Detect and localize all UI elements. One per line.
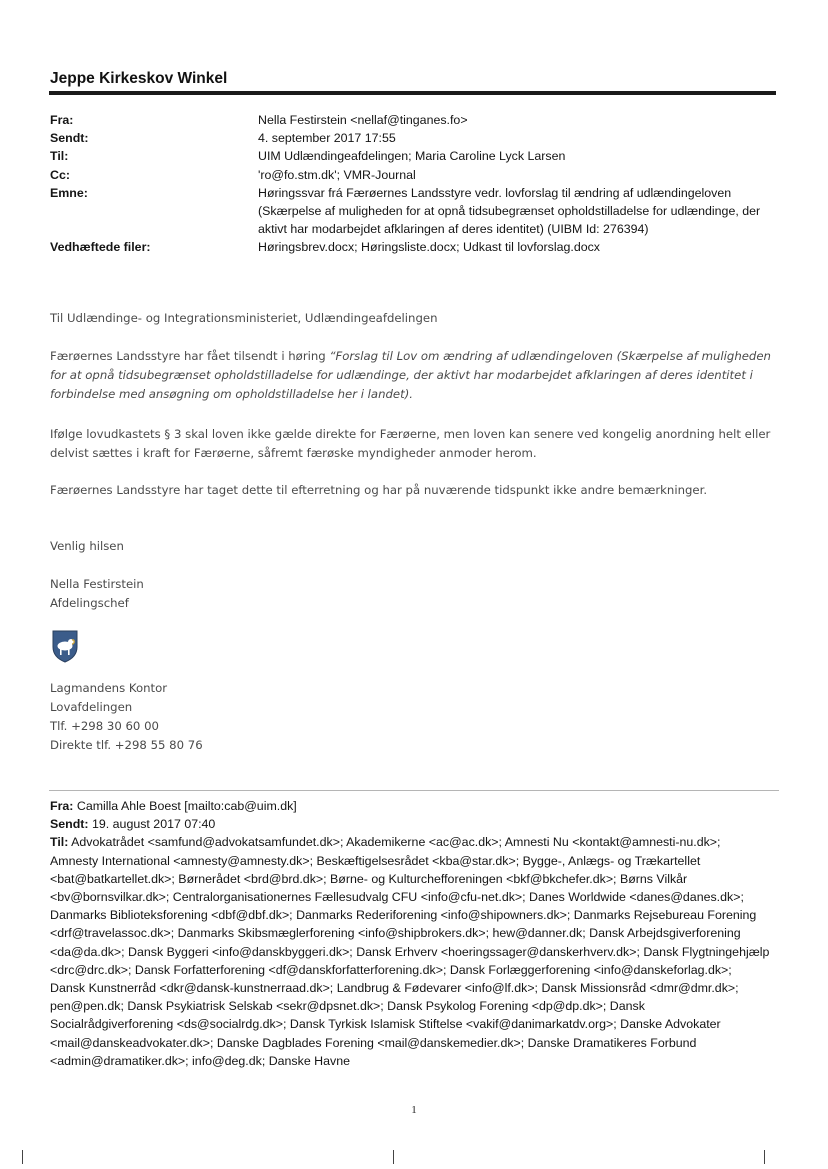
phone: Tlf. +298 30 60 00 bbox=[50, 719, 159, 733]
signature-title: Afdelingschef bbox=[50, 596, 129, 610]
signature-name: Nella Festirstein bbox=[50, 577, 144, 591]
faroese-ram-crest-icon bbox=[51, 629, 79, 663]
mailbox-owner-name: Jeppe Kirkeskov Winkel bbox=[50, 70, 228, 87]
scan-edge-mark bbox=[393, 1150, 394, 1164]
header-row-cc bbox=[50, 166, 770, 184]
office-contact bbox=[50, 679, 203, 755]
paragraph-section-3: Ifølge lovudkastets § 3 skal loven ikke gælde direkte for Færøerne, men loven kan senere ved kongelig anordning helt eller delvist sættes i kraft for Færøerne, såfremt færøske myndigheder anmoder herom. bbox=[50, 427, 771, 460]
forward-from-value: Camilla Ahle Boest [mailto:cab@uim.dk] bbox=[76, 799, 297, 813]
title-divider bbox=[49, 91, 776, 95]
salutation: Til Udlændinge- og Integrationsministeriet, Udlændingeafdelingen bbox=[50, 311, 438, 325]
forward-sent-line bbox=[50, 815, 770, 833]
header-row-attachments bbox=[50, 238, 770, 256]
paragraph-hearing-intro: Færøernes Landsstyre har fået tilsendt i høring bbox=[50, 349, 330, 363]
scan-edge-mark bbox=[22, 1150, 23, 1164]
paragraph-no-remarks: Færøernes Landsstyre har taget dette til efterretning og har på nuværende tidspunkt ikke andre bemærkninger. bbox=[50, 483, 708, 497]
attachments-value: Høringsbrev.docx; Høringsliste.docx; Udkast til lovforslag.docx bbox=[258, 240, 601, 255]
closing: Venlig hilsen bbox=[50, 539, 124, 553]
header-row-subject bbox=[50, 184, 770, 239]
forwarded-message-header bbox=[50, 797, 770, 1070]
from-label: Fra: bbox=[50, 113, 74, 127]
scan-edge-mark bbox=[764, 1150, 765, 1164]
forward-to-line bbox=[50, 833, 770, 1070]
bill-title: “Forslag til Lov om ændring af udlændingeloven (Skærpelse af muligheden for at opnå tidsubegrænset opholdstilladelse for udlændinge, der aktivt har modarbejdet afklaringen af deres identitet i forbindelse med ansøgning om opholdstilladelse her i landet). bbox=[50, 349, 771, 401]
forward-divider bbox=[49, 790, 779, 791]
forward-recipients: Advokatrådet <samfund@advokatsamfundet.dk>; Akademikerne <ac@ac.dk>; Amnesti Nu <kontakt@amnesti-nu.dk>; Amnesty International <amnesty@amnesty.dk>; Beskæftigelsesrådet <kba@star.dk>; Bygge-, Anlægs- og Trækartellet <bat@batkartellet.dk>; Børnerådet <brd@brd.dk>; Børne- og Kulturchefforeningen <bkf@bkchefer.dk>; Børns Vilkår <bv@bornsvilkar.dk>; Centralorganisationernes Fællesudvalg CFU <info@cfu-net.dk>; Danes Worldwide <danes@danes.dk>; Danmarks Biblioteksforening <dbf@dbf.dk>; Danmarks Rederiforening <info@shipowners.dk>; Danmarks Rejsebureau Forening <drf@travelassoc.dk>; Danmarks Skibsmæglerforening <info@shipbrokers.dk>; hew@danner.dk; Dansk Arbejdsgiverforening <da@da.dk>; Dansk Byggeri <info@danskbyggeri.dk>; Dansk Erhverv <hoeringssager@danskerhverv.dk>; Dansk Flygtningehjælp <drc@drc.dk>; Dansk Forfatterforening <df@danskforfatterforening.dk>; Dansk Forlæggerforening <info@danskeforlag.dk>; Dansk Kunstnerråd <dkr@dansk-kunstnerraad.dk>; Landbrug & Fødevarer <info@lf.dk>; Dansk Missionsråd <dmr@dmr.dk>; pen@pen.dk; Dansk Psykiatrisk Selskab <sekr@dpsnet.dk>; Dansk Psykolog Forening <dp@dp.dk>; Dansk Socialrådgiverforening <ds@socialrdg.dk>; Dansk Tyrkisk Islamisk Stiftelse <vakif@danimarkatdv.org>; Danske Advokater <mail@danskeadvokater.dk>; Danske Dagblades Forening <mail@danskemedier.dk>; Danske Dramatikeres Forbund <admin@dramatiker.dk>; info@deg.dk; Danske Havne bbox=[50, 835, 770, 1068]
subject-value: Høringssvar frá Færøernes Landsstyre vedr. lovforslag til ændring af udlændingeloven (Skærpelse af muligheden for at opnå tidsubegrænset opholdstilladelse for udlændinge, der aktivt har modarbejdet afklaringen af deres identitet) (UIBM Id: 276394) bbox=[258, 185, 761, 237]
paragraph-hearing bbox=[50, 347, 780, 404]
forward-sent-label: Sendt: bbox=[50, 817, 89, 832]
header-row-sent bbox=[50, 129, 770, 147]
forward-from-line bbox=[50, 797, 770, 815]
office-name: Lagmandens Kontor bbox=[50, 681, 168, 695]
forward-sent-value: 19. august 2017 07:40 bbox=[92, 817, 216, 832]
cc-label: Cc: bbox=[50, 167, 70, 182]
from-value: Nella Festirstein <nellaf@tinganes.fo> bbox=[258, 113, 468, 127]
signature bbox=[50, 575, 144, 613]
page-number: 1 bbox=[411, 1104, 417, 1116]
to-label: Til: bbox=[50, 149, 69, 164]
direct-phone: Direkte tlf. +298 55 80 76 bbox=[50, 738, 203, 752]
forward-from-label: Fra: bbox=[50, 799, 74, 813]
sent-value: 4. september 2017 17:55 bbox=[258, 131, 396, 146]
header-row-to bbox=[50, 147, 770, 165]
header-row-from bbox=[50, 111, 770, 129]
forward-to-label: Til: bbox=[50, 835, 69, 850]
email-header-block bbox=[50, 111, 770, 257]
to-value: UIM Udlændingeafdelingen; Maria Caroline Lyck Larsen bbox=[258, 149, 566, 164]
attachments-label: Vedhæftede filer: bbox=[50, 240, 151, 255]
department-name: Lovafdelingen bbox=[50, 700, 133, 714]
sent-label: Sendt: bbox=[50, 131, 89, 146]
cc-value: 'ro@fo.stm.dk'; VMR-Journal bbox=[258, 167, 416, 182]
subject-label: Emne: bbox=[50, 185, 88, 200]
